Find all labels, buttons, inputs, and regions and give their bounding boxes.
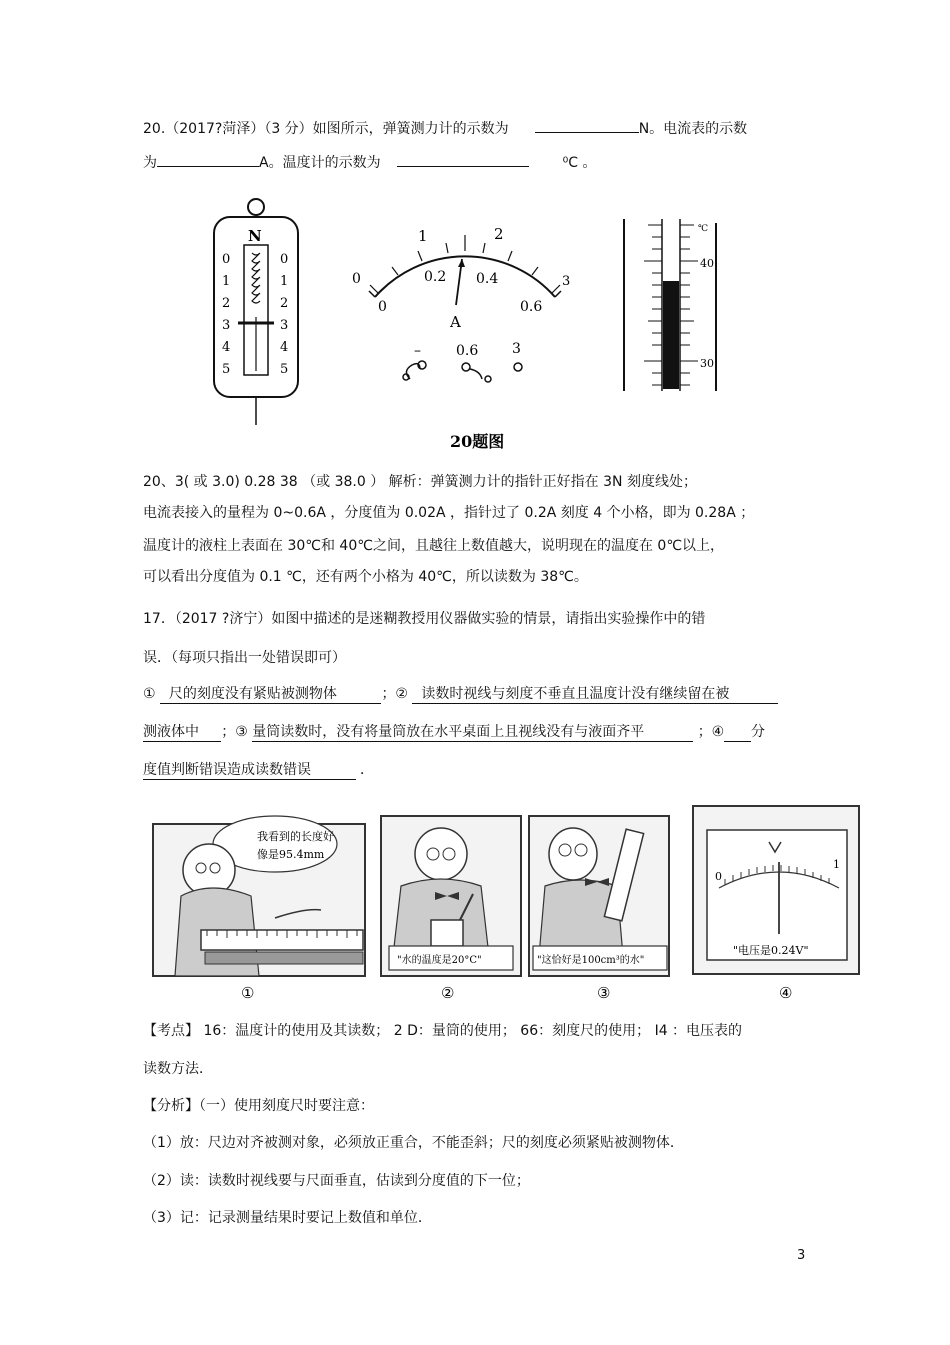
- ans20-line4: 可以看出分度值为 0.1 ℃，还有两个小格为 40℃，所以读数为 38℃。: [143, 569, 588, 585]
- panel-1-bubble-line2: 像是95.4mm: [257, 848, 325, 861]
- terminal-3-label: 3: [512, 341, 521, 357]
- terminal-minus-label: –: [414, 343, 421, 359]
- q17-answer-1-text: 尺的刻度没有紧贴被测物体: [168, 686, 337, 702]
- ammeter-small-0.6: 0.6: [520, 299, 543, 315]
- spring-tick-label: 5: [222, 362, 231, 377]
- panel-number-1: ①: [241, 984, 255, 1002]
- ammeter-big-3: 3: [562, 274, 571, 289]
- figure-17: [145, 796, 865, 1006]
- ammeter-small-0.4: 0.4: [476, 271, 499, 287]
- panel-4-caption: "电压是0.24V": [733, 944, 809, 957]
- panel-3-caption: "这恰好是100cm³的水": [537, 955, 645, 966]
- panel-number-2: ②: [441, 984, 455, 1002]
- q20-prefix: 20.（2017?菏泽）（3 分）如图所示，弹簧测力计的示数为: [143, 121, 509, 137]
- fenxi-line2: （1）放：尺边对齐被测对象，必须放正重合，不能歪斜；尺的刻度必须紧贴被测物体．: [143, 1135, 684, 1151]
- q17-answer-2b: [143, 724, 221, 742]
- q20-unit-a: A。温度计的示数为: [259, 155, 381, 171]
- thermometer-label-30: 30: [700, 357, 714, 370]
- q17-answer-2b-text: 测液体中: [143, 724, 199, 740]
- spring-tick-label: 4: [222, 340, 231, 355]
- panel-4-one: 1: [833, 858, 840, 871]
- q17-answer-3-text: 量筒读数时，没有将量筒放在水平桌面上且视线没有与液面齐平: [252, 724, 645, 740]
- kaodian-line2: 读数方法．: [143, 1061, 213, 1077]
- panel-2-caption: "水的温度是20°C": [397, 955, 482, 966]
- q17-answer-4a-text: 分: [750, 724, 765, 740]
- ammeter-zero-top: 0: [352, 271, 361, 287]
- ammeter-big-1: 1: [418, 227, 428, 245]
- q17-answer-1: [160, 686, 381, 704]
- panel-4-zero: 0: [715, 870, 722, 883]
- spring-tick-label: 2: [280, 296, 289, 311]
- q17-answer-2-text: 读数时视线与刻度不垂直且温度计没有继续留在被: [421, 686, 730, 702]
- fenxi-line1: 【分析】（一）使用刻度尺时要注意：: [143, 1098, 374, 1114]
- q20-line1: [143, 118, 747, 139]
- spring-right-ticks: [280, 252, 288, 377]
- panel-number-4: ④: [779, 984, 793, 1002]
- panel-2-thermometer: [381, 816, 521, 976]
- thermometer-liquid-column: [663, 281, 679, 389]
- q17-line5: [143, 760, 374, 780]
- spring-tick-label: 3: [280, 318, 289, 333]
- q17-circle-1: ①: [143, 686, 156, 702]
- spring-tick-label: 5: [280, 362, 289, 377]
- fenxi-line4: （3）记：记录测量结果时要记上数值和单位．: [143, 1210, 432, 1226]
- q17-circle-4: ；④: [697, 724, 725, 740]
- ans20-line2: 电流表接入的量程为 0~0.6A ，分度值为 0.02A ，指针过了 0.2A 刻度 4 个小格，即为 0.28A ；: [143, 505, 755, 521]
- spring-tick-label: 2: [222, 296, 231, 311]
- thermometer-label-40: 40: [700, 257, 714, 270]
- q17-end: ．: [359, 762, 374, 778]
- q17-answer-4a: [724, 724, 751, 742]
- blank-spring-reading: [535, 118, 639, 133]
- ammeter-small-0.2: 0.2: [424, 269, 447, 285]
- page-number: 3: [797, 1248, 806, 1263]
- ammeter-big-2: 2: [494, 225, 504, 243]
- spring-tick-label: 1: [280, 274, 289, 289]
- spring-tick-label: 0: [222, 252, 231, 267]
- q17-line1: 17．（2017 ?济宁）如图中描述的是迷糊教授用仪器做实验的情景，请指出实验操作中的错: [143, 611, 706, 627]
- spring-tick-label: 4: [280, 340, 289, 355]
- spring-tick-label: 3: [222, 318, 231, 333]
- fenxi-line3: （2）读：读数时视线要与尺面垂直，估读到分度值的下一位；: [143, 1173, 530, 1189]
- figure-20: [200, 195, 760, 460]
- kaodian-line1: 【考点】 16：温度计的使用及其读数； 2 D：量筒的使用； 66：刻度尺的使用； I4 ：电压表的: [143, 1023, 743, 1039]
- q20-line2: [143, 152, 596, 173]
- q17-answer-4b-text: 度值判断错误造成读数错误: [143, 762, 311, 778]
- q17-answer-2: [412, 686, 778, 704]
- q17-answer-3: [252, 724, 693, 742]
- q17-circle-3: ；③: [221, 724, 248, 740]
- ammeter-ticks: [370, 235, 560, 293]
- terminal-0.6-label: 0.6: [456, 343, 479, 359]
- spring-n-label: N: [248, 227, 262, 245]
- panel-number-3: ③: [597, 984, 611, 1002]
- q17-circle-2: ；②: [381, 686, 408, 702]
- panel-3-cylinder: [529, 816, 669, 976]
- ammeter-a-label: A: [450, 313, 461, 331]
- ans20-line3: 温度计的液柱上表面在 30℃和 40℃之间，且越往上数值越大，说明现在的温度在 0℃以上，: [143, 538, 725, 554]
- ans20-line1: 20、3( 或 3.0) 0.28 38 （或 38.0 ） 解析：弹簧测力计的指针正好指在 3N 刻度线处；: [143, 474, 697, 490]
- q20-unit-c: ⁰C 。: [562, 155, 597, 171]
- q17-line4: [143, 722, 765, 742]
- q20-unit-n: N。电流表的示数: [638, 121, 748, 137]
- ammeter-diagram: [369, 256, 561, 297]
- spring-tick-label: 1: [222, 274, 231, 289]
- spring-coil: [252, 253, 260, 371]
- spring-left-ticks: [222, 252, 230, 377]
- blank-ammeter-reading: [157, 152, 259, 167]
- q20-wei: 为: [143, 155, 157, 171]
- spring-tick-label: 0: [280, 252, 289, 267]
- thermometer-unit: ℃: [698, 224, 709, 234]
- panel-1-bubble-line1: 我看到的长度好: [257, 830, 334, 843]
- q17-answer-4b: [143, 762, 356, 780]
- ammeter-terminals: [403, 361, 522, 382]
- q17-line3: [143, 684, 778, 704]
- figure-20-caption: 20题图: [450, 432, 505, 451]
- ammeter-small-0: 0: [378, 299, 387, 315]
- q17-line2: 误．（每项只指出一处错误即可）: [143, 650, 346, 666]
- ammeter-needle-tip: [458, 259, 465, 267]
- blank-thermo-reading: [397, 152, 529, 167]
